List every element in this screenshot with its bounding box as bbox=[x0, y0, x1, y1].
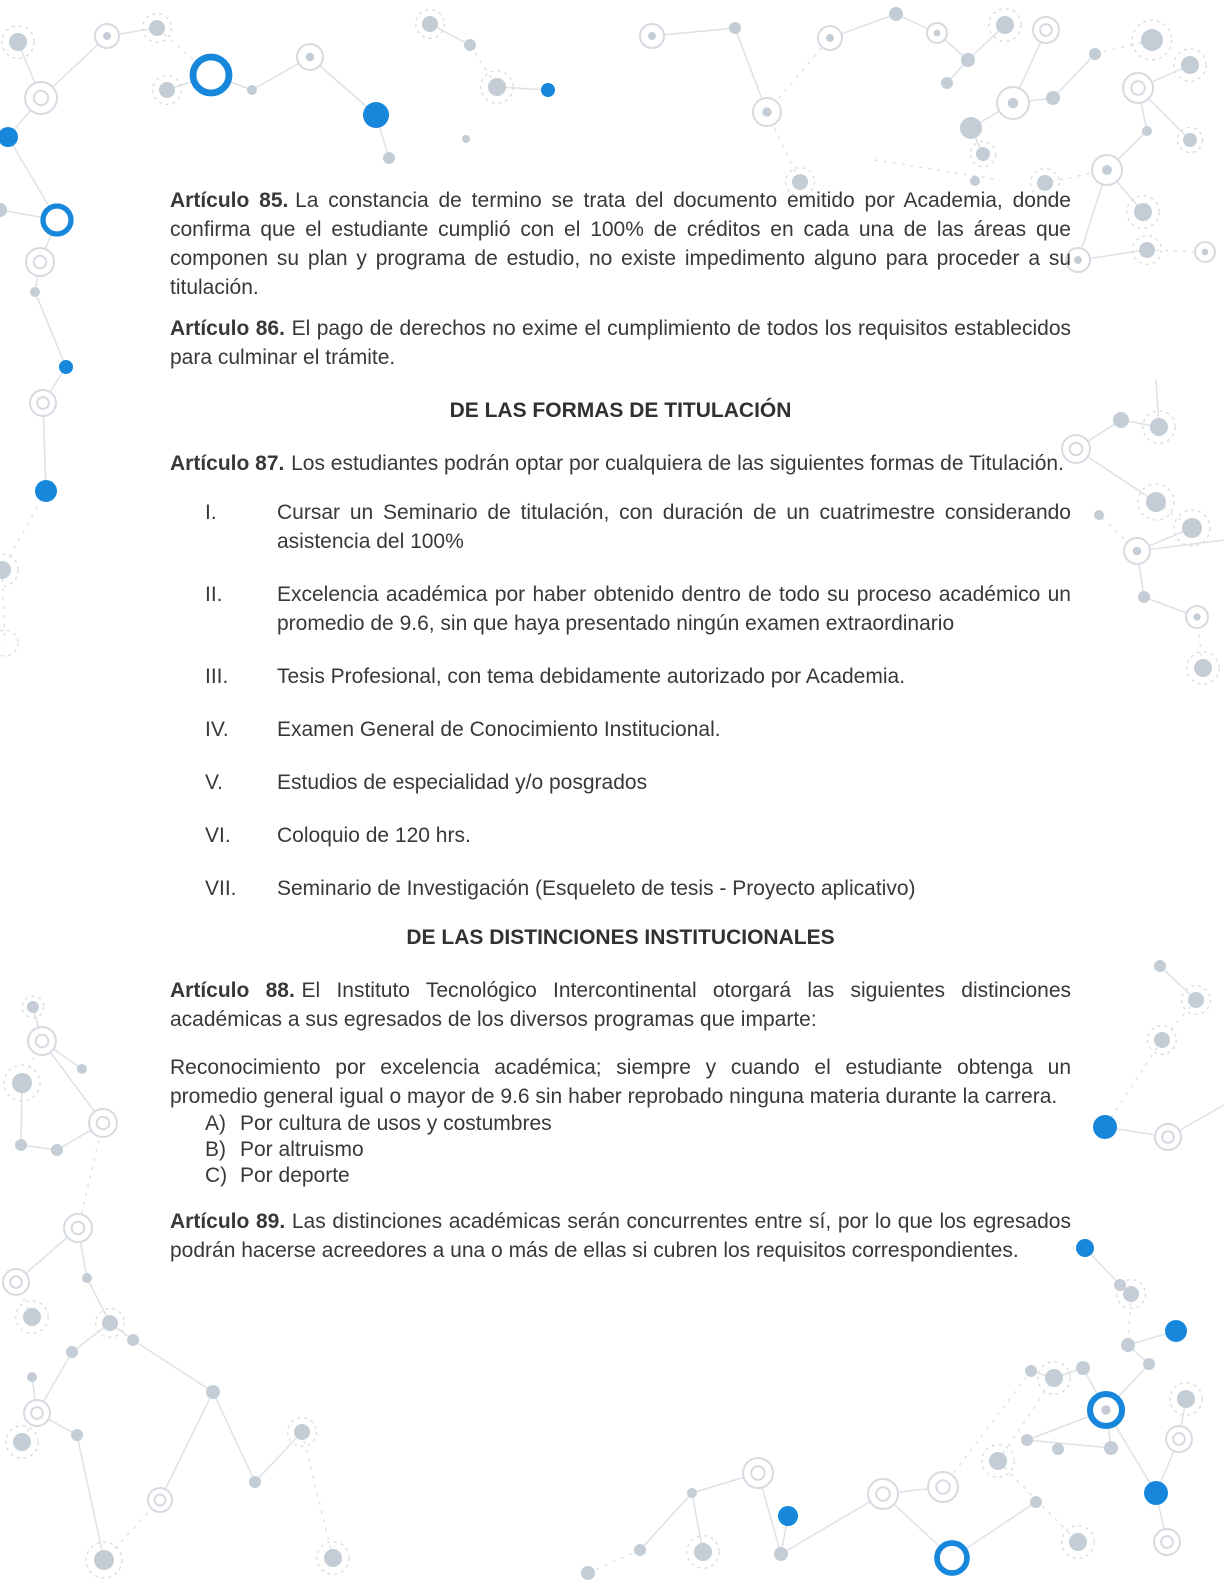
letter-item bbox=[170, 1163, 1071, 1189]
list-item bbox=[170, 874, 1071, 903]
document-content bbox=[170, 186, 1071, 1265]
letter-item-text: Por cultura de usos y costumbres bbox=[240, 1112, 552, 1135]
list-item-numeral: V. bbox=[205, 771, 223, 794]
article-85-paragraph bbox=[170, 186, 1071, 302]
article-85-label: Artículo 85. bbox=[170, 189, 289, 212]
list-item-numeral: VI. bbox=[205, 824, 231, 847]
section-heading-formas-de-titulacion: DE LAS FORMAS DE TITULACIÓN bbox=[449, 399, 792, 422]
list-item-text: Coloquio de 120 hrs. bbox=[277, 824, 471, 847]
list-item-text: Cursar un Seminario de titulación, con duración de un cuatrimestre considerando asistencia del 100% bbox=[277, 501, 1071, 553]
distinctions-letter-list bbox=[170, 1111, 1071, 1189]
letter-item-text: Por altruismo bbox=[240, 1138, 364, 1161]
list-item-text: Estudios de especialidad y/o posgrados bbox=[277, 771, 648, 794]
article-89-text: Las distinciones académicas serán concurrentes entre sí, por lo que los egresados podrán hacerse acreedores a una o más de ellas si cubren los requisitos correspondientes. bbox=[170, 1210, 1071, 1262]
article-89-paragraph bbox=[170, 1207, 1071, 1265]
section-heading-distinciones-institucionales: DE LAS DISTINCIONES INSTITUCIONALES bbox=[406, 926, 835, 949]
article-88-label: Artículo 88. bbox=[170, 979, 295, 1002]
article-87-text: Los estudiantes podrán optar por cualquiera de las siguientes formas de Titulación. bbox=[291, 452, 1064, 475]
list-item-text: Tesis Profesional, con tema debidamente autorizado por Academia. bbox=[277, 665, 906, 688]
letter-item bbox=[170, 1111, 1071, 1137]
letter-item-marker: A) bbox=[205, 1112, 226, 1135]
letter-item bbox=[170, 1137, 1071, 1163]
article-89-label: Artículo 89. bbox=[170, 1210, 286, 1233]
list-item-numeral: IV. bbox=[205, 718, 229, 741]
recognition-paragraph: Reconocimiento por excelencia académica; siempre y cuando el estudiante obtenga un promedio general igual o mayor de 9.6 sin haber reprobado ninguna materia durante la carrera. bbox=[170, 1056, 1071, 1108]
list-item bbox=[170, 498, 1071, 556]
article-86-label: Artículo 86. bbox=[170, 317, 285, 340]
list-item-text: Excelencia académica por haber obtenido dentro de todo su proceso académico un promedio de 9.6, sin que haya presentado ningún examen extraordinario bbox=[277, 583, 1071, 635]
article-86-paragraph bbox=[170, 314, 1071, 372]
list-item-numeral: VII. bbox=[205, 877, 237, 900]
letter-item-marker: B) bbox=[205, 1138, 226, 1161]
article-87-paragraph bbox=[170, 449, 1071, 478]
titulacion-forms-list bbox=[170, 498, 1071, 903]
list-item bbox=[170, 580, 1071, 638]
list-item bbox=[170, 715, 1071, 744]
article-86-text: El pago de derechos no exime el cumplimiento de todos los requisitos establecidos para culminar el trámite. bbox=[170, 317, 1071, 369]
list-item-text: Examen General de Conocimiento Institucional. bbox=[277, 718, 721, 741]
list-item-numeral: I. bbox=[205, 501, 217, 524]
article-88-paragraph bbox=[170, 976, 1071, 1034]
list-item-numeral: II. bbox=[205, 583, 223, 606]
list-item bbox=[170, 768, 1071, 797]
list-item bbox=[170, 821, 1071, 850]
list-item-text: Seminario de Investigación (Esqueleto de tesis - Proyecto aplicativo) bbox=[277, 877, 916, 900]
letter-item-text: Por deporte bbox=[240, 1164, 350, 1187]
article-85-text: La constancia de termino se trata del documento emitido por Academia, donde confirma que el estudiante cumplió con el 100% de créditos en cada una de las áreas que componen su plan y programa de estudio, no existe impedimento alguno para proceder a su titulación. bbox=[170, 189, 1071, 299]
list-item-numeral: III. bbox=[205, 665, 229, 688]
list-item bbox=[170, 662, 1071, 691]
article-87-label: Artículo 87. bbox=[170, 452, 285, 475]
article-88-text: El Instituto Tecnológico Intercontinental otorgará las siguientes distinciones académicas a sus egresados de los diversos programas que imparte: bbox=[170, 979, 1071, 1031]
letter-item-marker: C) bbox=[205, 1164, 228, 1187]
